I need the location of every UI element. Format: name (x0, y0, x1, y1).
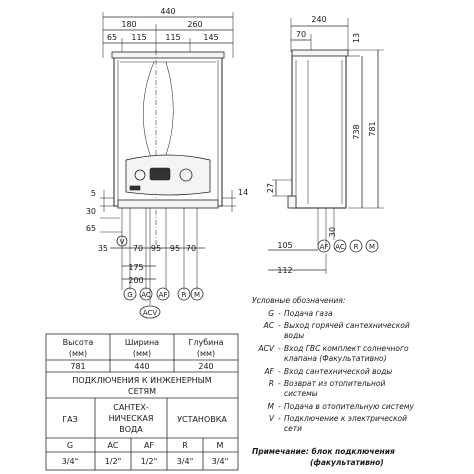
group-gas: ГАЗ (62, 415, 78, 424)
front-panel-curve-right (164, 62, 173, 160)
th-width-unit: (мм) (132, 349, 152, 358)
connector-ac: AC (141, 291, 151, 299)
legend (252, 296, 415, 467)
dim-13: 13 (352, 32, 361, 44)
side-top (292, 50, 348, 56)
svg-text:-: - (278, 367, 281, 376)
legend-text-ac-2: воды (284, 331, 305, 340)
connector-acv: ACV (142, 309, 158, 317)
brand-plate (130, 186, 140, 190)
side-connector-m: M (368, 243, 376, 251)
dim-112: 112 (277, 266, 293, 275)
svg-text:-: - (278, 344, 281, 353)
side-bracket (288, 196, 296, 208)
group-install: УСТАНОВКА (177, 415, 227, 424)
size-g: 3/4" (61, 457, 79, 466)
spec-table (46, 334, 238, 470)
legend-text-m: Подача в отопительную систему (284, 402, 414, 411)
svg-text:-: - (278, 309, 281, 318)
bottom-frame (118, 200, 218, 208)
table-section-title: ПОДКЛЮЧЕНИЯ К ИНЖЕНЕРНЫМ (72, 376, 212, 385)
side-connector-af: AF (319, 243, 329, 251)
legend-title: Условные обозначения: (252, 296, 346, 305)
legend-code-r: R (268, 379, 274, 388)
connector-g: G (127, 291, 133, 299)
dim-35: 35 (97, 244, 108, 253)
legend-text-af: Вход сантехнической воды (284, 367, 393, 376)
dim-95-a: 95 (150, 244, 162, 253)
legend-code-m: M (267, 402, 274, 411)
size-m: 3/4" (211, 457, 229, 466)
dim-27: 27 (266, 182, 275, 194)
dim-95-b: 95 (169, 244, 181, 253)
side-connector-r: R (353, 243, 359, 251)
legend-text-r-2: системы (284, 389, 318, 398)
dim-145: 145 (203, 33, 219, 42)
legend-text-r: Возврат из отопительной (284, 379, 386, 388)
legend-text-g: Подача газа (284, 309, 333, 318)
dim-738: 738 (352, 124, 361, 140)
dim-105: 105 (277, 241, 293, 250)
size-ac: 1/2" (104, 457, 122, 466)
th-depth: Глубина (188, 338, 224, 347)
code-m: M (216, 441, 224, 450)
dim-14: 14 (238, 188, 249, 197)
code-af: AF (143, 441, 155, 450)
size-r: 3/4" (176, 457, 194, 466)
legend-code-v: V (268, 414, 274, 423)
th-height-unit: (мм) (68, 349, 88, 358)
dim-200: 200 (128, 276, 144, 285)
legend-text-v: Подключение к электрической (284, 414, 408, 423)
legend-text-v-2: сети (284, 424, 302, 433)
legend-text-acv-2: клапана (Факультативно) (284, 354, 387, 363)
side-connector-ac: AC (335, 243, 345, 251)
boiler-top-cap (112, 52, 224, 58)
connector-v: V (119, 238, 125, 246)
code-g: G (66, 441, 74, 450)
dim-781: 781 (368, 121, 377, 137)
dim-240: 240 (311, 15, 327, 24)
code-ac: AC (107, 441, 119, 450)
front-panel-curve-left (143, 62, 154, 160)
dim-70-side: 70 (295, 30, 307, 39)
front-view (86, 7, 248, 318)
th-depth-unit: (мм) (196, 349, 216, 358)
side-body (292, 56, 346, 208)
legend-code-af: AF (264, 367, 274, 376)
code-r: R (182, 441, 188, 450)
dim-70-b: 70 (185, 244, 197, 253)
display-window (150, 168, 170, 180)
table-section-title-2: СЕТЯМ (128, 387, 156, 396)
legend-note-2: (факультативно) (310, 458, 384, 467)
td-height: 781 (70, 362, 86, 371)
dim-65-left: 65 (85, 224, 96, 233)
dim-5: 5 (90, 189, 96, 198)
connector-af: AF (158, 291, 168, 299)
svg-text:-: - (278, 321, 281, 330)
dim-175: 175 (128, 263, 144, 272)
legend-code-g: G (268, 309, 274, 318)
td-width: 440 (134, 362, 150, 371)
th-height: Высота (62, 338, 94, 347)
right-knob (180, 169, 192, 181)
legend-code-acv: ACV (258, 344, 274, 353)
dim-260: 260 (187, 20, 203, 29)
dim-115-right: 115 (165, 33, 181, 42)
th-width: Ширина (124, 338, 160, 347)
side-view (266, 15, 384, 275)
dim-115-left: 115 (131, 33, 147, 42)
left-knob (135, 170, 145, 180)
group-san-3: ВОДА (119, 425, 143, 434)
dim-65-top: 65 (106, 33, 118, 42)
connector-r: R (181, 291, 187, 299)
svg-text:-: - (278, 379, 281, 388)
dim-30-side: 30 (328, 226, 337, 238)
legend-text-acv: Вход ГВС комплект солнечного (284, 344, 409, 353)
svg-text:-: - (278, 414, 281, 423)
dim-70-a: 70 (132, 244, 144, 253)
legend-code-ac: AC (263, 321, 274, 330)
group-san-1: САНТЕХ- (113, 403, 149, 412)
legend-text-ac: Выход горячей сантехнической (284, 321, 410, 330)
legend-note: Примечание: блок подключения (252, 447, 395, 456)
group-san-2: НИЧЕСКАЯ (108, 414, 154, 423)
connector-m: M (193, 291, 201, 299)
size-af: 1/2" (140, 457, 158, 466)
svg-text:-: - (278, 402, 281, 411)
dim-440: 440 (160, 7, 176, 16)
dim-30: 30 (85, 207, 96, 216)
td-depth: 240 (198, 362, 214, 371)
dim-180: 180 (121, 20, 137, 29)
